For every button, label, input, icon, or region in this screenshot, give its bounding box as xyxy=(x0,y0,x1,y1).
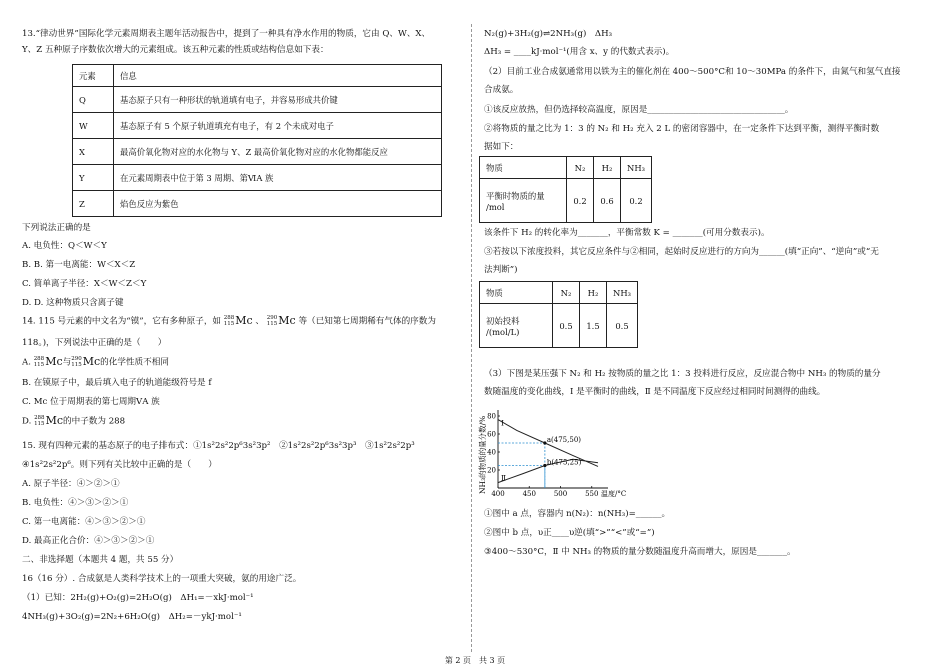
part3-q1: ①图中 a 点，容器内 n(N₂)：n(NH₃)=______。 xyxy=(484,509,671,519)
iso1-z: 115 xyxy=(33,362,45,368)
iso1-mass: 288 xyxy=(223,315,235,321)
part3-q2: ②图中 b 点，υ正____υ逆(填“>”“<”或“=”) xyxy=(484,528,655,538)
q13-th-element: 元素 xyxy=(73,65,114,87)
eq-th: NH₃ xyxy=(621,157,652,179)
q14-a-mid: 与 xyxy=(62,357,72,368)
q14-d-pre: D. xyxy=(22,416,32,427)
feed-th: NH₃ xyxy=(607,282,638,304)
part2-q2-line1: ②将物质的量之比为 1：3 的 N₂ 和 H₂ 充入 2 L 的密闭容器中，在一定条件下达到平衡，测得平衡时数 xyxy=(484,124,880,134)
q13-cell: Y xyxy=(73,165,114,191)
q13-cell: 在元素周期表中位于第 3 周期、第ⅥA 族 xyxy=(114,165,442,191)
part2-q1: ①该反应放热，但仍选择较高温度，原因是________________________________。 xyxy=(484,105,794,115)
eq-cell: 0.6 xyxy=(594,179,621,223)
chart-ylabel: NH₃的物质的量分数/% xyxy=(478,415,487,494)
y-tick-label: 80 xyxy=(487,412,496,421)
part2-q2-line2: 据如下： xyxy=(484,142,519,152)
q14-a-pre: A. xyxy=(22,357,31,368)
iso1-z: 115 xyxy=(223,321,235,327)
q15-option-c: C. 第一电离能：④＞③＞②＞① xyxy=(22,517,146,527)
part2-q3-line1: ③若按以下浓度投料，其它反应条件与②相同，起始时反应进行的方向为______(填“正向”、“逆向”或“无 xyxy=(484,247,879,257)
eq-cell: 0.2 xyxy=(621,179,652,223)
q14-option-b: B. 在镆原子中，最后填入电子的轨道能级符号是 f xyxy=(22,378,212,388)
q14-text-c: 等（已知第七周期稀有气体的序数为 xyxy=(298,316,436,327)
q15-line2: ④1s²2s²2p⁶。则下列有关比较中正确的是（ ） xyxy=(22,460,217,470)
part3-line2: 数随温度的变化曲线，Ⅰ 是平衡时的曲线，Ⅱ 是不同温度下反应经过相同时间测得的曲线。 xyxy=(484,387,826,397)
feed-th: 物质 xyxy=(480,282,553,304)
q13-cell: Q xyxy=(73,87,114,113)
section-heading: 二、非选择题（本题共 4 题，共 55 分） xyxy=(22,555,179,565)
q14-line2: 118。)，下列说法中正确的是（ ） xyxy=(22,338,167,348)
feed-cell: 0.5 xyxy=(553,304,580,348)
q16-part1-eq1: （1）已知：2H₂(g)+O₂(g)=2H₂O(g) ΔH₁=－xkJ·mol⁻¹ xyxy=(22,593,254,603)
isotope-mc288 xyxy=(34,356,63,368)
isotope-mc288 xyxy=(224,315,253,327)
iso2-z: 115 xyxy=(71,362,82,368)
q13-table xyxy=(72,64,442,217)
q13-option-d: D. D. 这种物质只含离子键 xyxy=(22,298,124,308)
x-tick-label: 450 xyxy=(522,490,536,498)
q13-th-info: 信息 xyxy=(114,65,442,87)
part3-q3: ③400～530°C，Ⅱ 中 NH₃ 的物质的量分数随温度升高而增大，原因是_______。 xyxy=(484,547,796,557)
iso1-symbol: Mc xyxy=(45,414,63,427)
reaction-equation: N₂(g)+3H₂(g)⇌2NH₃(g) ΔH₃ xyxy=(484,29,613,39)
q13-cell: X xyxy=(73,139,114,165)
eq-th: N₂ xyxy=(567,157,594,179)
q13-option-c: C. 简单离子半径：X＜W＜Z＜Y xyxy=(22,279,147,289)
q13-cell: 基态原子只有一种形状的轨道填有电子，并容易形成共价键 xyxy=(114,87,442,113)
q13-option-a: A. 电负性：Q＜W＜Y xyxy=(22,241,107,251)
feed-row-label-2: /(mol/L) xyxy=(486,326,520,337)
q16-part1-eq2: 4NH₃(g)+3O₂(g)=2N₂+6H₂O(g) ΔH₂=－ykJ·mol⁻¹ xyxy=(22,612,242,622)
eq-cell: 0.2 xyxy=(567,179,594,223)
y-tick-label: 20 xyxy=(487,466,496,475)
eq-row-label-2: /mol xyxy=(486,201,505,212)
nh3-fraction-chart xyxy=(476,404,626,500)
q13-cell: 焰色反应为紫色 xyxy=(114,191,442,217)
iso1-symbol: Mc xyxy=(235,314,253,327)
q13-line1: 13.“律动世界”国际化学元素周期表主题年活动报告中，提到了一种具有净水作用的物质，它由 Q、W、X、 xyxy=(22,29,431,39)
q14-d-post: 的中子数为 288 xyxy=(63,416,126,427)
series-label-2: Ⅱ xyxy=(501,473,507,483)
q14-text-b: 、 xyxy=(255,316,265,327)
q14-text-a: 14. 115 号元素的中文名为“镆”，它有多种原子，如 xyxy=(22,316,222,327)
feed-cell: 1.5 xyxy=(580,304,607,348)
y-tick-label: 40 xyxy=(487,448,496,457)
dh3-question: ΔH₃ = ____kJ·mol⁻¹(用含 x、y 的代数式表示)。 xyxy=(484,47,675,57)
point-label-1: a(475,50) xyxy=(546,436,582,444)
q13-ask: 下列说法正确的是 xyxy=(22,223,91,233)
q15-option-a: A. 原子半径：④＞②＞① xyxy=(22,479,120,489)
isotope-mc290 xyxy=(71,356,100,368)
eq-row-label xyxy=(480,179,567,223)
iso2-mass: 290 xyxy=(71,356,82,362)
eq-row-label-1: 平衡时物质的量 xyxy=(486,190,545,201)
iso1-z: 115 xyxy=(34,421,45,427)
q15-option-b: B. 电负性：④＞③＞②＞① xyxy=(22,498,129,508)
iso1-mass: 288 xyxy=(33,356,45,362)
x-tick-label: 500 xyxy=(553,490,568,498)
feed-th: H₂ xyxy=(580,282,607,304)
q14-option-a xyxy=(22,356,169,369)
part2-q3-line2: 法判断”) xyxy=(484,265,518,275)
point-label-2: b(475,25) xyxy=(546,458,582,467)
iso2-mass: 290 xyxy=(266,315,278,321)
initial-feed-table xyxy=(479,281,638,348)
series-label-1: Ⅰ xyxy=(501,418,504,428)
x-axis-label: 温度/°C xyxy=(601,490,626,498)
isotope-mc290 xyxy=(267,315,296,327)
q16-intro: 16（16 分）. 合成氨是人类科学技术上的一项重大突破，氨的用途广泛。 xyxy=(22,574,302,584)
page-footer: 第 2 页 共 3 页 xyxy=(444,656,506,665)
iso1-mass: 288 xyxy=(34,415,45,421)
iso2-z: 115 xyxy=(266,321,278,327)
iso1-symbol: Mc xyxy=(45,355,63,368)
feed-th: N₂ xyxy=(553,282,580,304)
q13-cell: Z xyxy=(73,191,114,217)
q14-option-c: C. Mc 位于周期表的第七周期ⅤA 族 xyxy=(22,397,160,407)
x-tick-label: 550 xyxy=(585,490,599,498)
q14-a-post: 的化学性质不相同 xyxy=(100,357,169,368)
q13-line2: Y、Z 五种原子序数依次增大的元素组成。该五种元素的性质或结构信息如下表： xyxy=(22,45,329,55)
q13-cell: W xyxy=(73,113,114,139)
feed-row-label-1: 初始投料 xyxy=(486,315,520,326)
iso2-symbol: Mc xyxy=(82,355,101,368)
q13-cell: 基态原子有 5 个原子轨道填充有电子，有 2 个未成对电子 xyxy=(114,113,442,139)
feed-row-label xyxy=(480,304,553,348)
q14-option-d xyxy=(22,415,125,428)
y-tick-label: 60 xyxy=(487,430,496,439)
column-divider xyxy=(471,24,472,652)
chart-series xyxy=(498,419,598,483)
part2-line2: 合成氨。 xyxy=(484,85,519,95)
isotope-mc288 xyxy=(34,415,63,427)
q15-option-d: D. 最高正化合价：④＞③＞②＞① xyxy=(22,536,155,546)
q13-option-b: B. B. 第一电离能：W＜X＜Z xyxy=(22,260,136,270)
part2-line1: （2）目前工业合成氨通常用以铁为主的催化剂在 400～500°C和 10～30MPa 的条件下，由氮气和氢气直接 xyxy=(484,67,901,77)
q14-line1 xyxy=(22,315,436,328)
x-tick-label: 400 xyxy=(491,490,505,498)
q15-line1: 15. 现有四种元素的基态原子的电子排布式：①1s²2s²2p⁶3s²3p² ②1s²2s²2p⁶3s²3p³ ③1s²2s²2p³ xyxy=(22,441,415,451)
iso2-symbol: Mc xyxy=(278,314,296,327)
chart-points xyxy=(498,436,582,488)
part3-line1: （3）下图是某压强下 N₂ 和 H₂ 按物质的量之比 1：3 投料进行反应，反应混合物中 NH₃ 的物质的量分 xyxy=(484,369,881,379)
q13-cell: 最高价氧化物对应的水化物与 Y、Z 最高价氧化物对应的水化物都能反应 xyxy=(114,139,442,165)
feed-cell: 0.5 xyxy=(607,304,638,348)
eq-th: H₂ xyxy=(594,157,621,179)
eq-th: 物质 xyxy=(480,157,567,179)
equilibrium-table xyxy=(479,156,652,223)
part2-q2-ask: 该条件下 H₂ 的转化率为_______，平衡常数 K = _______(可用分数表示)。 xyxy=(484,228,770,238)
